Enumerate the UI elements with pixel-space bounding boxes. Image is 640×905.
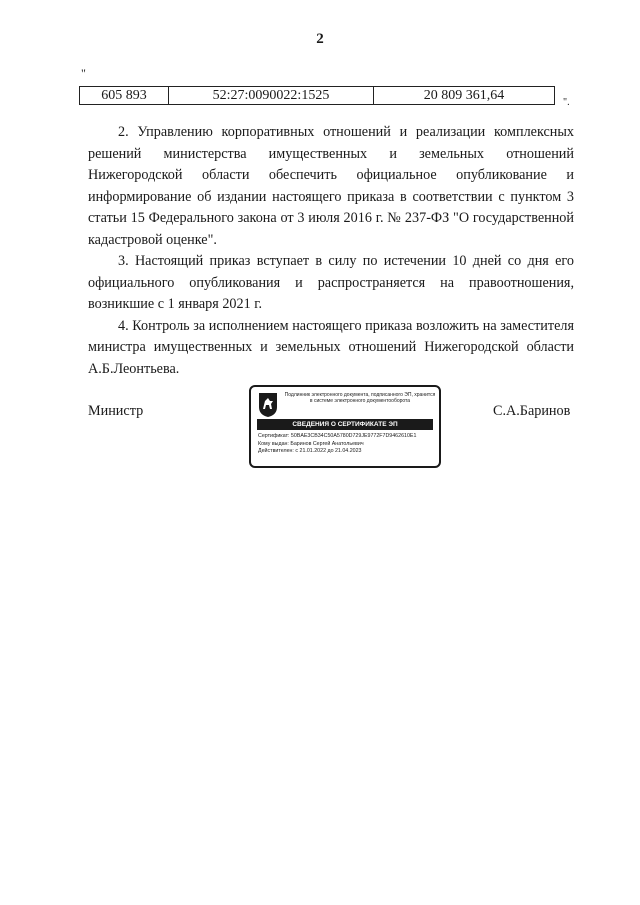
stamp-owner: Кому выдан: Баринов Сергей Анатольевич — [258, 440, 364, 447]
stamp-banner: СВЕДЕНИЯ О СЕРТИФИКАТЕ ЭП — [257, 419, 433, 430]
page-number: 2 — [316, 31, 324, 47]
table-quote-open: " — [81, 66, 86, 80]
stamp-note: Подлинник электронного документа, подписанного ЭП, хранится в системе электронного документооборота — [284, 392, 436, 404]
stamp-details — [258, 433, 438, 456]
stamp-validity: Действителен: с 21.01.2022 до 21.04.2023 — [258, 448, 362, 454]
paragraph-2: 2. Управлению корпоративных отношений и реализации комплексных решений министерства имущественных и земельных отношений Нижегородской области обеспечить официальное опубликование и информирование об издании настоящего приказа в соответствии с пунктом 3 статьи 15 Федерального закона от 3 июля 2016 г. № 237-ФЗ "О государственной кадастровой оценке". — [88, 124, 574, 248]
order-body — [88, 122, 574, 380]
table-cell-value: 20 809 361,64 — [374, 87, 555, 105]
cadastre-table — [79, 86, 555, 105]
paragraph-3: 3. Настоящий приказ вступает в силу по истечении 10 дней со дня его официального опубликования и распространяется на правоотношения, возникшие с 1 января 2021 г. — [88, 253, 574, 312]
signer-title: Министр — [88, 403, 144, 419]
stamp-certificate: Сертификат: 50BAE3CB34C50A5780D729JE9772F7D9462610E1 — [258, 433, 417, 439]
signer-name: С.А.Баринов — [493, 403, 571, 419]
table-cell-number: 605 893 — [80, 87, 169, 105]
paragraph-4: 4. Контроль за исполнением настоящего приказа возложить на заместителя министра имущественных и земельных отношений Нижегородской области А.Б.Леонтьева. — [88, 317, 574, 377]
table-cell-cadastral-number: 52:27:0090022:1525 — [169, 87, 374, 105]
table-row — [80, 87, 555, 105]
table-quote-close: ". — [563, 97, 570, 108]
nizhny-novgorod-emblem-icon — [258, 392, 278, 418]
electronic-signature-stamp — [249, 385, 441, 468]
